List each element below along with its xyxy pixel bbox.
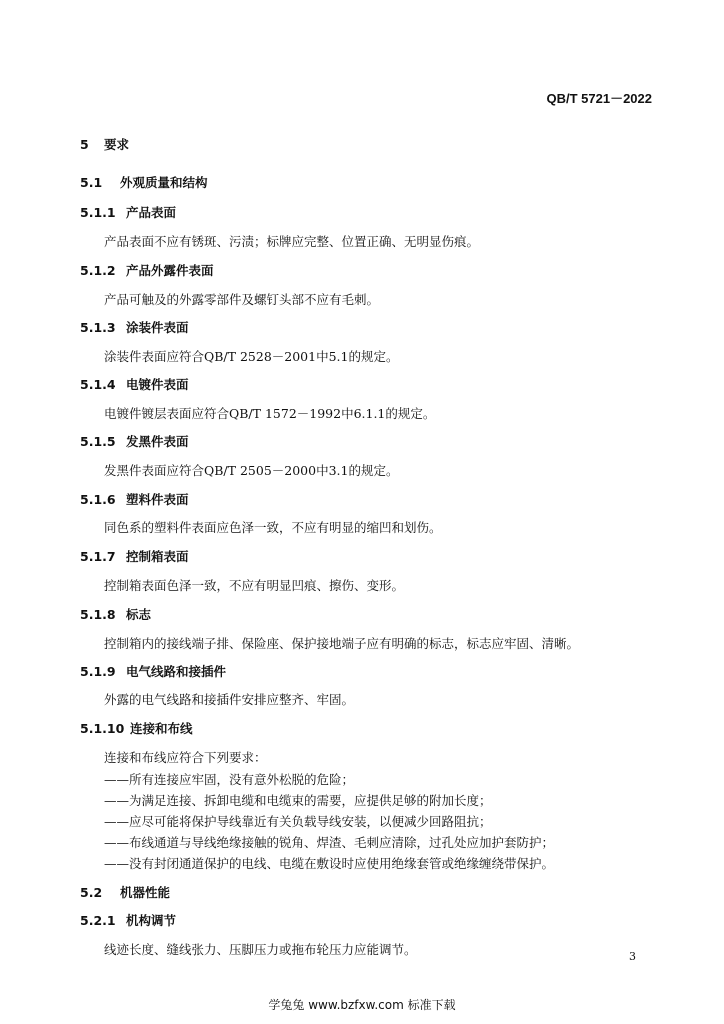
section-heading-5 bbox=[80, 135, 129, 153]
section-text-5-1-10-intro: 连接和布线应符合下列要求： bbox=[104, 750, 267, 765]
section-heading-5-2-1 bbox=[80, 911, 176, 929]
section-title: 产品表面 bbox=[126, 205, 177, 220]
section-number: 5.1.8 bbox=[80, 607, 116, 622]
page-number: 3 bbox=[629, 950, 636, 963]
section-heading-5-1-1 bbox=[80, 203, 176, 221]
section-number: 5.2 bbox=[80, 885, 103, 900]
section-heading-5-1-3 bbox=[80, 318, 189, 336]
section-title: 外观质量和结构 bbox=[120, 175, 208, 190]
section-text-5-1-8: 控制箱内的接线端子排、保险座、保护接地端子应有明确的标志，标志应牢固、清晰。 bbox=[104, 636, 580, 651]
section-title: 电镀件表面 bbox=[126, 377, 189, 392]
section-title: 发黑件表面 bbox=[126, 434, 189, 449]
section-title: 机构调节 bbox=[126, 913, 177, 928]
section-heading-5-1-7 bbox=[80, 547, 189, 565]
section-text-5-2-1: 线迹长度、缝线张力、压脚压力或拖布轮压力应能调节。 bbox=[104, 942, 417, 957]
section-number: 5.2.1 bbox=[80, 913, 116, 928]
section-text-5-1-5: 发黑件表面应符合QB/T 2505－2000中3.1的规定。 bbox=[104, 463, 399, 478]
section-text-5-1-4: 电镀件镀层表面应符合QB/T 1572－1992中6.1.1的规定。 bbox=[104, 406, 436, 421]
section-number: 5.1.9 bbox=[80, 664, 116, 679]
section-title: 电气线路和接插件 bbox=[126, 664, 227, 679]
section-heading-5-1-9 bbox=[80, 662, 226, 680]
section-text-5-1-7: 控制箱表面色泽一致，不应有明显凹痕、擦伤、变形。 bbox=[104, 578, 405, 593]
section-heading-5-1-6 bbox=[80, 490, 189, 508]
list-item: ——应尽可能将保护导线靠近有关负载导线安装，以便减少回路阻抗； bbox=[104, 814, 492, 829]
section-title: 产品外露件表面 bbox=[126, 263, 214, 278]
section-title: 塑料件表面 bbox=[126, 492, 189, 507]
section-heading-5-2 bbox=[80, 883, 170, 901]
section-text-5-1-6: 同色系的塑料件表面应色泽一致，不应有明显的缩凹和划伤。 bbox=[104, 520, 442, 535]
list-item: ——为满足连接、拆卸电缆和电缆束的需要，应提供足够的附加长度； bbox=[104, 793, 492, 808]
section-heading-5-1-4 bbox=[80, 375, 189, 393]
section-text-5-1-3: 涂装件表面应符合QB/T 2528－2001中5.1的规定。 bbox=[104, 349, 399, 364]
section-number: 5 bbox=[80, 137, 89, 152]
section-title: 标志 bbox=[126, 607, 152, 622]
section-text-5-1-2: 产品可触及的外露零部件及螺钉头部不应有毛刺。 bbox=[104, 292, 380, 307]
section-title: 控制箱表面 bbox=[126, 549, 189, 564]
section-heading-5-1-2 bbox=[80, 261, 214, 279]
list-item: ——所有连接应牢固，没有意外松脱的危险； bbox=[104, 772, 355, 787]
download-footer: 学兔兔 www.bzfxw.com 标准下载 bbox=[268, 998, 456, 1012]
standard-code: QB/T 5721－2022 bbox=[546, 91, 652, 106]
section-title: 机器性能 bbox=[120, 885, 171, 900]
list-item: ——布线通道与导线绝缘接触的锐角、焊渣、毛刺应清除，过孔处应加护套防护； bbox=[104, 835, 555, 850]
section-number: 5.1.4 bbox=[80, 377, 116, 392]
section-number: 5.1 bbox=[80, 175, 103, 190]
section-number: 5.1.5 bbox=[80, 434, 116, 449]
section-heading-5-1-5 bbox=[80, 432, 189, 450]
section-heading-5-1-8 bbox=[80, 605, 151, 623]
section-number: 5.1.10 bbox=[80, 721, 125, 736]
section-text-5-1-1: 产品表面不应有锈斑、污渍；标牌应完整、位置正确、无明显伤痕。 bbox=[104, 234, 480, 249]
section-number: 5.1.7 bbox=[80, 549, 116, 564]
section-number: 5.1.1 bbox=[80, 205, 116, 220]
section-title: 涂装件表面 bbox=[126, 320, 189, 335]
section-text-5-1-9: 外露的电气线路和接插件安排应整齐、牢固。 bbox=[104, 692, 355, 707]
section-heading-5-1-10 bbox=[80, 719, 193, 737]
section-number: 5.1.3 bbox=[80, 320, 116, 335]
section-title: 要求 bbox=[104, 137, 130, 152]
section-heading-5-1 bbox=[80, 173, 208, 191]
section-title: 连接和布线 bbox=[130, 721, 193, 736]
section-number: 5.1.2 bbox=[80, 263, 116, 278]
list-item: ——没有封闭通道保护的电线、电缆在敷设时应使用绝缘套管或绝缘缠绕带保护。 bbox=[104, 856, 555, 871]
section-number: 5.1.6 bbox=[80, 492, 116, 507]
